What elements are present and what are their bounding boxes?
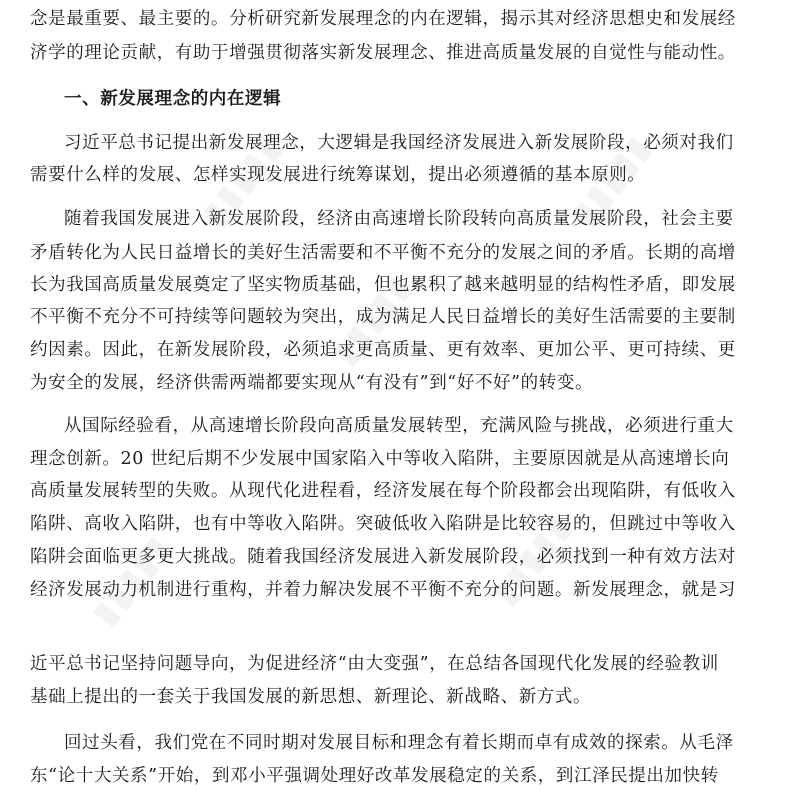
text-line: 从国际经验看，从高速增长阶段向高质量发展转型，充满风险与挑战，必须进行重大	[64, 416, 734, 436]
text-line: 习近平总书记提出新发展理念，大逻辑是我国经济发展进入新发展阶段，必须对我们	[64, 133, 734, 153]
text-line: 长为我国高质量发展奠定了坚实物质基础，但也累积了越来越明显的结构性矛盾，即发展	[30, 275, 736, 295]
text-line: 需要什么样的发展、怎样实现发展进行统筹谋划，提出必须遵循的基本原则。	[30, 165, 646, 185]
watermark: ▮▮▮▮▮	[324, 266, 420, 374]
text-line: 近平总书记坚持问题导向，为促进经济“由大变强”，在总结各国现代化发展的经验教训	[30, 654, 719, 674]
section-heading: 一、新发展理念的内在逻辑	[64, 89, 282, 109]
text-line: 回过头看，我们党在不同时期对发展目标和理念有着长期而卓有成效的探索。从毛泽	[64, 733, 734, 753]
text-line: 理念创新。20 世纪后期不少发展中国家陷入中等收入陷阱，主要原因就是从高速增长向	[30, 449, 730, 469]
text-line: 陷阱会面临更多更大挑战。随着我国经济发展进入新发展阶段，必须找到一种有效方法对	[30, 547, 736, 567]
text-line: 随着我国发展进入新发展阶段，经济由高速增长阶段转向高质量发展阶段，社会主要	[64, 209, 734, 229]
text-line: 念是最重要、最主要的。分析研究新发展理念的内在逻辑，揭示其对经济思想史和发展经	[30, 9, 736, 29]
watermark: ▮▮▮▮▮	[194, 126, 290, 234]
watermark: ▮▮▮▮▮	[564, 126, 660, 234]
text-line: 约因素。因此，在新发展阶段，必须追求更高质量、更有效率、更加公平、更可持续、更	[30, 340, 736, 360]
text-line: 经济发展动力机制进行重构，并着力解决发展不平衡不充分的问题。新发展理念，就是习	[30, 580, 736, 600]
watermark: ▮▮▮▮▮	[84, 526, 180, 634]
text-line: 矛盾转化为人民日益增长的美好生活需要和不平衡不充分的发展之间的矛盾。长期的高增	[30, 243, 736, 263]
text-line: 东“论十大关系”开始，到邓小平强调处理好改革发展稳定的关系，到江泽民提出加快转	[30, 766, 719, 786]
text-line: 基础上提出的一套关于我国发展的新思想、新理论、新战略、新方式。	[30, 687, 592, 707]
text-line: 不平衡不充分不可持续等问题较为突出，成为满足人民日益增长的美好生活需要的主要制	[30, 307, 736, 327]
text-line: 济学的理论贡献，有助于增强贯彻落实新发展理念、推进高质量发展的自觉性与能动性。	[30, 43, 736, 63]
text-line: 为安全的发展，经济供需两端都要实现从“有没有”到“好不好”的转变。	[30, 373, 594, 393]
text-line: 高质量发展转型的失败。从现代化进程看，经济发展在每个阶段都会出现陷阱，有低收入	[30, 481, 736, 501]
watermark: ▮▮▮▮▮	[484, 506, 580, 614]
text-line: 陷阱、高收入陷阱，也有中等收入陷阱。突破低收入陷阱是比较容易的，但跳过中等收入	[30, 514, 736, 534]
